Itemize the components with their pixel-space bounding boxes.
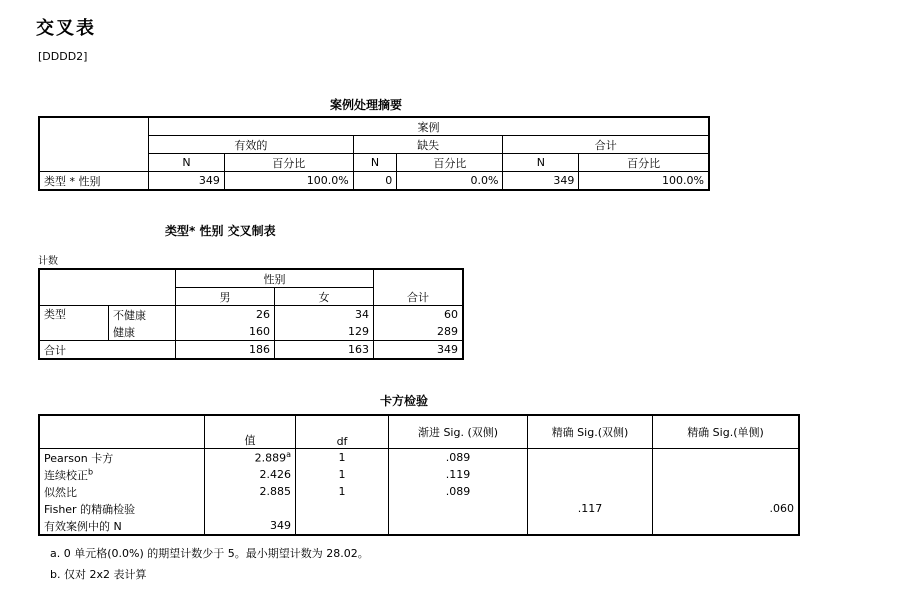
cell-value: 349: [374, 341, 464, 360]
cell-value: .060: [653, 500, 800, 517]
cell-value: [389, 517, 528, 535]
cell-value: 349: [503, 172, 579, 191]
cell-value: .117: [528, 500, 653, 517]
header-asymp-sig: 渐进 Sig. (双侧): [389, 415, 528, 449]
cell-value: 289: [374, 323, 464, 341]
cell-value: [653, 483, 800, 500]
cell-value: .119: [389, 466, 528, 483]
female-header: 女: [275, 288, 374, 306]
corner-cell: [39, 117, 149, 172]
cell-value: 186: [176, 341, 275, 360]
row-label: 类型 * 性别: [39, 172, 149, 191]
cell-value: 26: [176, 306, 275, 324]
group-missing: 缺失: [353, 136, 503, 154]
type-label: 类型: [39, 306, 109, 341]
total-row-label: 合计: [39, 341, 176, 360]
cell-value: .089: [389, 483, 528, 500]
crosstab-table: [38, 268, 464, 360]
case-summary-title: 案例处理摘要: [330, 98, 403, 112]
cell-value: 1: [296, 483, 389, 500]
row-label: 似然比: [39, 483, 205, 500]
cell-value: [528, 483, 653, 500]
row-label: 不健康: [109, 306, 176, 324]
col-n: N: [149, 154, 225, 172]
cell-value: [653, 466, 800, 483]
row-label: 有效案例中的 N: [39, 517, 205, 535]
cell-value: 60: [374, 306, 464, 324]
header-value: 值: [205, 415, 296, 449]
page-title: 交叉表: [36, 18, 96, 39]
cell-value: 2.885: [205, 483, 296, 500]
header-exact-sig-2: 精确 Sig.(双侧): [528, 415, 653, 449]
cases-header: 案例: [149, 117, 710, 136]
cell-value: 100.0%: [579, 172, 709, 191]
footnote-a: a. 0 单元格(0.0%) 的期望计数少于 5。最小期望计数为 28.02。: [50, 547, 369, 560]
total-header: 合计: [374, 269, 464, 306]
footnote-b: b. 仅对 2x2 表计算: [50, 568, 147, 581]
cell-value: 34: [275, 306, 374, 324]
chi-square-title: 卡方检验: [380, 394, 429, 408]
cell-value: 163: [275, 341, 374, 360]
row-label: 连续校正$^b$: [39, 466, 205, 483]
chi-square-table: [38, 414, 800, 536]
row-label: Fisher 的精确检验: [39, 500, 205, 517]
cell-value: 160: [176, 323, 275, 341]
cell-value: 100.0%: [224, 172, 353, 191]
footnote-marker: a: [286, 450, 291, 460]
footnote-marker: b: [88, 466, 94, 476]
cell-value: [528, 517, 653, 535]
cell-value: 2.426: [205, 466, 296, 483]
cell-value: 349: [205, 517, 296, 535]
cell-value: [528, 466, 653, 483]
cell-value: [389, 500, 528, 517]
corner-cell: [39, 269, 176, 306]
case-summary-table: [38, 116, 710, 191]
cell-value: [296, 500, 389, 517]
corner-cell: [39, 415, 205, 449]
header-exact-sig-1: 精确 Sig.(单侧): [653, 415, 800, 449]
cell-value: 1: [296, 466, 389, 483]
cell-value: 2.889$^a$: [205, 449, 296, 467]
col-pct: 百分比: [397, 154, 503, 172]
cell-value: [653, 449, 800, 467]
cell-value: [653, 517, 800, 535]
group-valid: 有效的: [149, 136, 354, 154]
cell-value: 0.0%: [397, 172, 503, 191]
crosstab-title: 类型* 性别 交叉制表: [165, 224, 276, 238]
dataset-tag: [DDDD2]: [38, 50, 88, 63]
cell-value: [205, 500, 296, 517]
row-label: Pearson 卡方: [39, 449, 205, 467]
col-pct: 百分比: [224, 154, 353, 172]
count-label: 计数: [38, 256, 58, 267]
cell-value: [296, 517, 389, 535]
col-n: N: [503, 154, 579, 172]
col-n: N: [353, 154, 397, 172]
row-label: 健康: [109, 323, 176, 341]
col-pct: 百分比: [579, 154, 709, 172]
gender-header: 性别: [176, 269, 374, 288]
cell-value: 1: [296, 449, 389, 467]
cell-value: 349: [149, 172, 225, 191]
header-df: df: [296, 415, 389, 449]
cell-value: [528, 449, 653, 467]
cell-value: .089: [389, 449, 528, 467]
male-header: 男: [176, 288, 275, 306]
group-total: 合计: [503, 136, 709, 154]
cell-value: 0: [353, 172, 397, 191]
cell-value: 129: [275, 323, 374, 341]
